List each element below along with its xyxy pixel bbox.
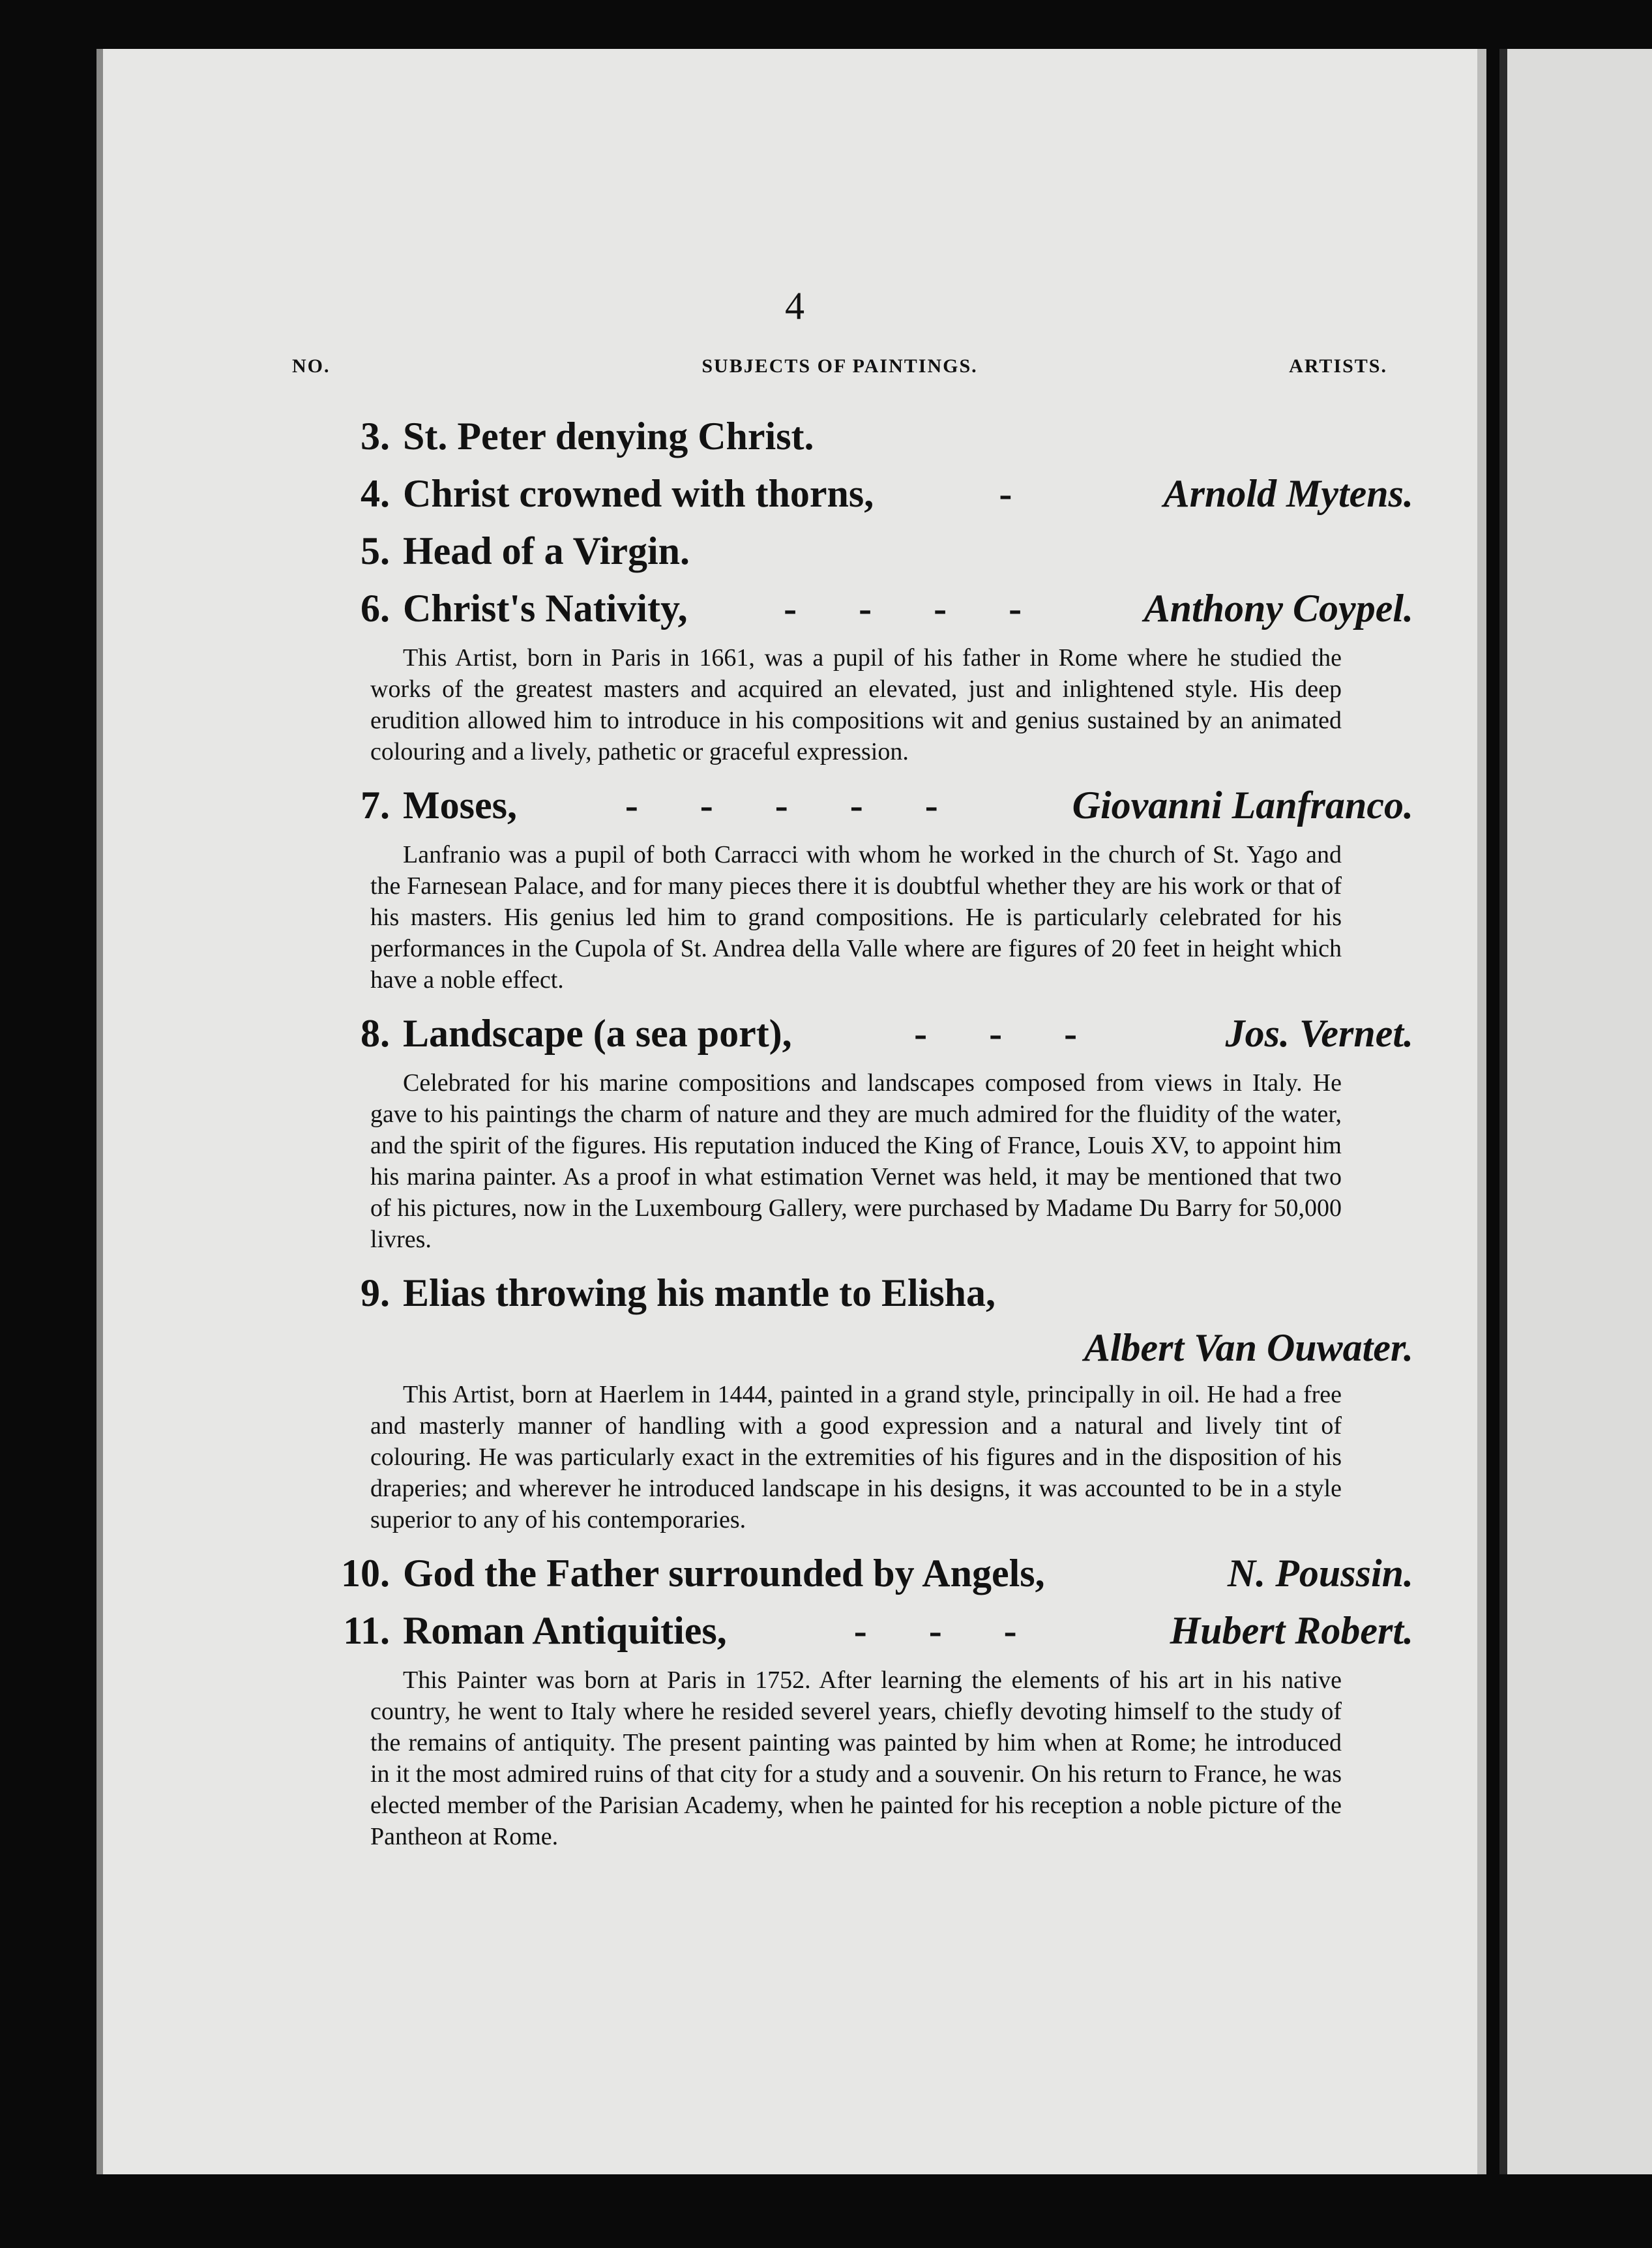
entry-description: Lanfranio was a pupil of both Carracci with whom he worked in the church of St. Yago and the Farnesean Palace, and for many pieces there it is doubtful whether they are his work or that of his masters. His genius led him to grand compositions. He is particularly celebrated for his performances in the Cupola of St. Andrea della Valle where are figures of 20 feet in height which have a noble effect. [370, 841, 1342, 994]
entry-8 [292, 1005, 1439, 1255]
entry-6 [292, 580, 1439, 767]
entry-artist: Jos. Vernet. [1225, 1012, 1413, 1055]
entry-description: This Artist, born at Haerlem in 1444, painted in a grand style, principally in oil. He had a free and masterly manner of handling with a good expression and a natural and lively tint of colouring. He was particularly exact in the extremities of his figures and in the disposition of his draperies; and wherever he introduced landscape in his designs, it was accounted to be in a style superior to any of his contemporaries. [370, 1381, 1342, 1533]
entry-5 [292, 522, 1439, 580]
entry-7 [292, 776, 1439, 996]
entry-number: 8. [361, 1012, 390, 1055]
entry-3 [292, 407, 1439, 465]
entry-title: Roman Antiquities, [403, 1609, 727, 1652]
entry-artist: Arnold Mytens. [1163, 472, 1413, 515]
entry-artist: N. Poussin. [1227, 1552, 1413, 1595]
leader-dashes: - - - - - [625, 784, 964, 827]
entry-description: This Artist, born in Paris in 1661, was a pupil of his father in Rome where he studied the works of the greatest masters and acquired an elevated, just and inlightened style. His deep erudition allowed him to introduce in his compositions wit and genius sustained by an animated colouring and a lively, pathetic or graceful expression. [370, 644, 1342, 765]
entry-list [292, 407, 1439, 1861]
entry-11 [292, 1602, 1439, 1852]
entry-number: 6. [361, 587, 390, 630]
entry-10 [292, 1545, 1439, 1602]
page-number: 4 [785, 284, 804, 327]
entry-title: Christ crowned with thorns, [403, 472, 874, 515]
header-subjects: SUBJECTS OF PAINTINGS. [701, 355, 978, 377]
column-header [292, 355, 1387, 388]
entry-description: This Painter was born at Paris in 1752. After learning the elements of his art in his native country, he went to Italy where he resided severel years, chiefly devoting himself to the study of the remains of antiquity. The present painting was painted by him when at Rome; he introduced in it the most admired ruins of that city for a study and a souvenir. On his return to France, he was elected member of the Parisian Academy, when he painted for his reception a noble picture of the Pantheon at Rome. [370, 1666, 1342, 1850]
entry-4 [292, 465, 1439, 522]
catalogue-page [96, 49, 1486, 2174]
entry-number: 5. [361, 529, 390, 572]
entry-title: Head of a Virgin. [403, 529, 690, 572]
entry-number: 11. [343, 1609, 390, 1652]
entry-artist: Anthony Coypel. [1143, 587, 1413, 630]
entry-number: 7. [361, 784, 390, 827]
entry-title: God the Father surrounded by Angels, [403, 1552, 1045, 1595]
entry-title: Landscape (a sea port), [403, 1012, 792, 1055]
adjacent-page-edge [1499, 49, 1652, 2174]
entry-title: Elias throwing his mantle to Elisha, [403, 1271, 996, 1314]
entry-number: 10. [341, 1552, 390, 1595]
header-artists: ARTISTS. [1289, 355, 1387, 377]
leader-dashes: - - - [853, 1609, 1043, 1652]
entry-number: 9. [361, 1271, 390, 1314]
entry-description: Celebrated for his marine compositions and landscapes composed from views in Italy. He gave to his paintings the charm of nature and they are much admired for the fluidity of the water, and the spirit of the figures. His reputation induced the King of France, Louis XV, to appoint him his marina painter. As a proof in what estimation Vernet was held, it may be mentioned that two of his pictures, now in the Luxembourg Gallery, were purchased by Madame Du Barry for 50,000 livres. [370, 1069, 1342, 1253]
entry-title: Christ's Nativity, [403, 587, 688, 630]
entry-number: 4. [361, 472, 390, 515]
header-no: NO. [292, 355, 331, 377]
leader-dashes: - - - - [784, 587, 1048, 630]
entry-title: Moses, [403, 784, 517, 827]
entry-artist: Giovanni Lanfranco. [1072, 784, 1413, 827]
leader-dashes: - [999, 472, 1039, 515]
entry-artist: Hubert Robert. [1170, 1609, 1413, 1652]
leader-dashes: - - - [914, 1012, 1104, 1055]
entry-number: 3. [361, 415, 390, 458]
entry-artist: Albert Van Ouwater. [1084, 1326, 1413, 1369]
entry-title: St. Peter denying Christ. [403, 415, 814, 458]
entry-9 [292, 1264, 1439, 1535]
